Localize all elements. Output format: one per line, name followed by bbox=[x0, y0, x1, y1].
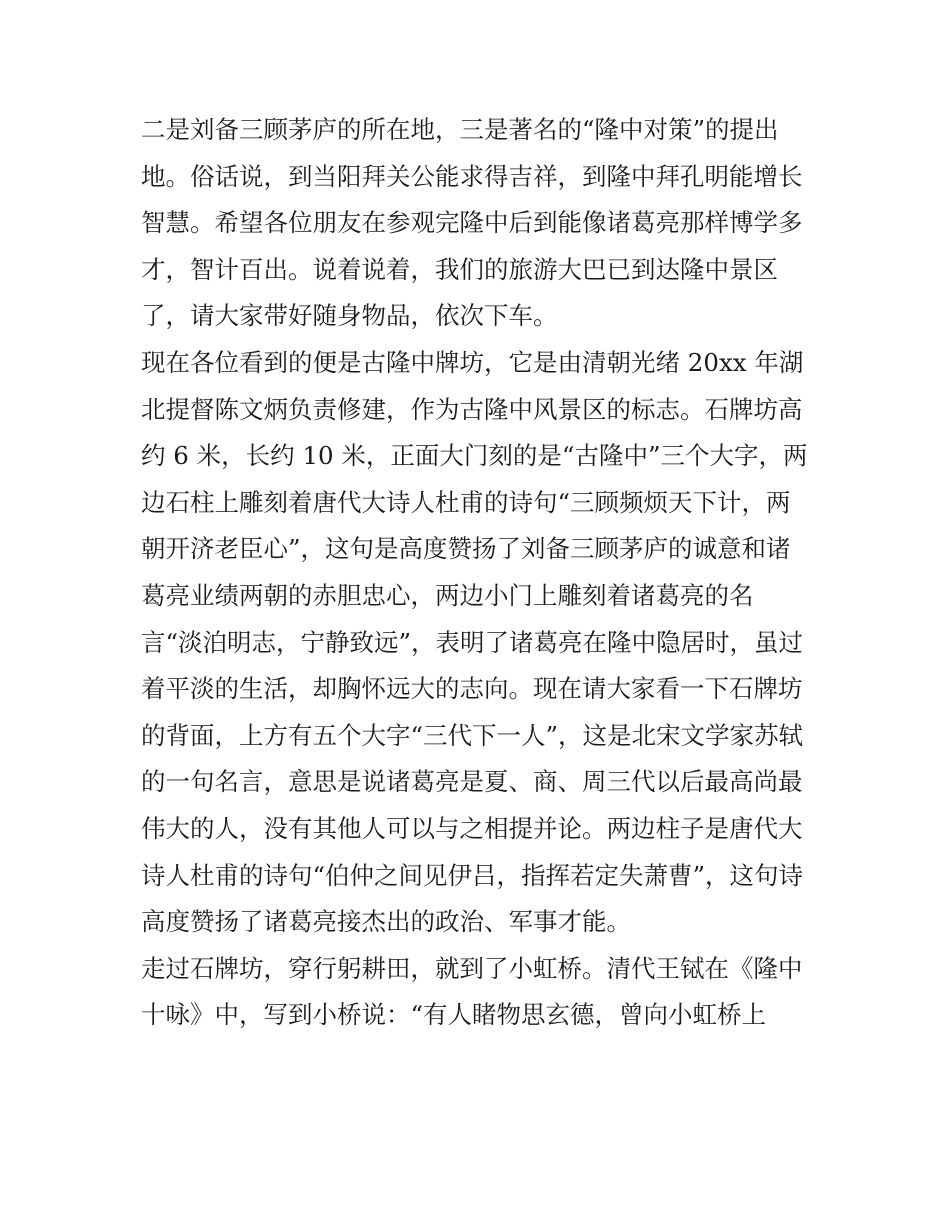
text-line: 地。俗话说，到当阳拜关公能求得吉祥，到隆中拜孔明能增长 bbox=[141, 161, 803, 191]
text-line: 走过石牌坊，穿行躬耕田，就到了小虹桥。清代王铽在《隆中 bbox=[141, 953, 803, 983]
text-line: 伟大的人，没有其他人可以与之相提并论。两边柱子是唐代大 bbox=[141, 813, 803, 843]
paragraph-3 bbox=[141, 946, 821, 1039]
paragraph-1 bbox=[141, 107, 821, 340]
text-line: 现在各位看到的便是古隆中牌坊，它是由清朝光绪 20xx 年湖 bbox=[141, 347, 804, 377]
document-body bbox=[141, 107, 821, 1039]
text-line: 北提督陈文炳负责修建，作为古隆中风景区的标志。石牌坊高 bbox=[141, 394, 803, 424]
text-line: 的背面，上方有五个大字“三代下一人”，这是北宋文学家苏轼 bbox=[141, 720, 804, 750]
text-line: 了，请大家带好随身物品，依次下车。 bbox=[141, 301, 558, 331]
paragraph-2 bbox=[141, 340, 821, 946]
text-line: 约 6 米，长约 10 米，正面大门刻的是“古隆中”三个大字，两 bbox=[141, 441, 808, 471]
text-line: 边石柱上雕刻着唐代大诗人杜甫的诗句“三顾频烦天下计，两 bbox=[141, 487, 791, 517]
text-line: 智慧。希望各位朋友在参观完隆中后到能像诸葛亮那样博学多 bbox=[141, 208, 803, 238]
text-line: 高度赞扬了诸葛亮接杰出的政治、军事才能。 bbox=[141, 907, 631, 937]
text-line: 诗人杜甫的诗句“伯仲之间见伊吕，指挥若定失萧曹”，这句诗 bbox=[141, 860, 804, 890]
text-line: 着平淡的生活，却胸怀远大的志向。现在请大家看一下石牌坊 bbox=[141, 674, 803, 704]
text-line: 二是刘备三顾茅庐的所在地，三是著名的“隆中对策”的提出 bbox=[141, 115, 779, 144]
text-line: 十咏》中，写到小桥说：“有人睹物思玄德，曾向小虹桥上 bbox=[141, 1000, 767, 1030]
text-line: 言“淡泊明志，宁静致远”，表明了诸葛亮在隆中隐居时，虽过 bbox=[141, 627, 804, 657]
text-line: 朝开济老臣心”，这句是高度赞扬了刘备三顾茅庐的诚意和诸 bbox=[141, 534, 791, 564]
text-line: 才，智计百出。说着说着，我们的旅游大巴已到达隆中景区 bbox=[141, 254, 778, 284]
text-line: 的一句名言，意思是说诸葛亮是夏、商、周三代以后最高尚最 bbox=[141, 767, 803, 797]
text-line: 葛亮业绩两朝的赤胆忠心，两边小门上雕刻着诸葛亮的名 bbox=[141, 580, 754, 610]
